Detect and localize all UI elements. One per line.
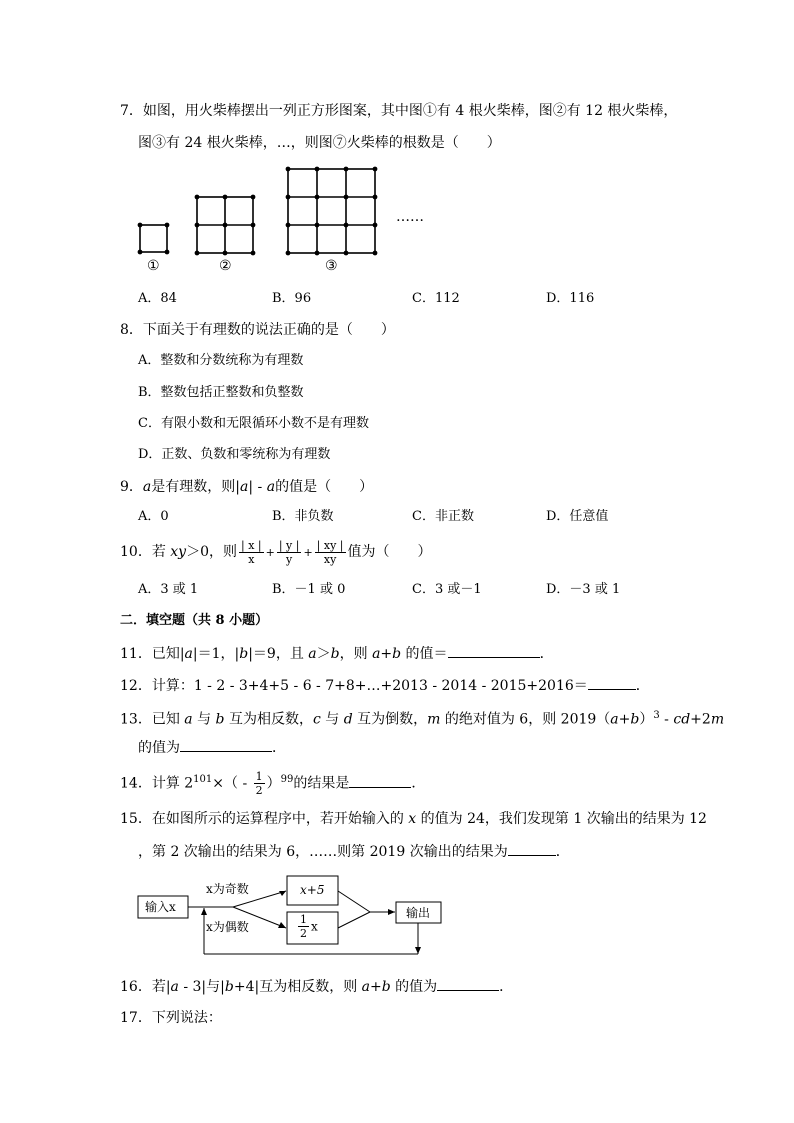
section-heading-fill-in: 二．填空题（共 8 小题） <box>120 613 269 628</box>
q13-stem-line2: 的值为 ． <box>138 737 286 758</box>
q12-answer-blank <box>588 675 636 690</box>
flow-even-label: x为偶数 <box>206 920 249 934</box>
q10-option-c: C．3 或－1 <box>412 582 482 597</box>
q8-option-d: D．正数、负数和零统称为有理数 <box>138 447 331 462</box>
q7-stem-line1: 7．如图，用火柴棒摆出一列正方形图案，其中图①有 4 根火柴棒，图②有 12 根火柴棒， <box>120 103 678 119</box>
fraction-x: $\frac{| x |}{x}$ <box>241 538 262 566</box>
q7-stem-line2: 图③有 24 根火柴棒，…，则图⑦火柴棒的根数是（ ） <box>138 135 501 151</box>
fraction-xy: $\frac{| xy |}{xy}$ <box>316 538 344 566</box>
q9-option-a: A．0 <box>138 509 169 524</box>
q10-stem: 10．若 xy＞0，则 $\frac{| x |}{x}$ + $\frac{| y |}{y}$ + $\frac{| xy |}{xy}$ 值为（ ） <box>120 538 432 566</box>
q13-answer-blank <box>180 737 272 752</box>
flow-odd-expression: x+5 <box>300 883 325 897</box>
q11-answer-blank <box>448 643 540 658</box>
q8-stem: 8．下面关于有理数的说法正确的是（ ） <box>120 322 395 338</box>
q7-option-c: C．112 <box>412 291 460 306</box>
q13-stem-line1: 13．已知 a 与 b 互为相反数，c 与 d 互为倒数，m 的绝对值为 6，则 $2019(a+b)^3 - cd+2m$ <box>120 710 725 728</box>
matchstick-figure <box>0 0 794 300</box>
q9-stem: 9．a是有理数，则|a| - a的值是（ ） <box>120 479 374 495</box>
q15-answer-blank <box>508 841 556 856</box>
flow-output-label: 输出 <box>406 906 431 920</box>
q10-option-b: B．－1 或 0 <box>272 582 346 597</box>
q8-option-a: A．整数和分数统称为有理数 <box>138 353 304 368</box>
q15-stem-line2: ，第 2 次输出的结果为 6，……则第 2019 次输出的结果为 ． <box>138 841 570 862</box>
figure-label-3: ③ <box>325 258 338 274</box>
flow-odd-label: x为奇数 <box>206 882 249 896</box>
q11-stem: 11．已知|a|＝1，|b|＝9，且 a＞b，则 a+b 的值＝ ． <box>120 643 554 664</box>
q7-option-a: A．84 <box>138 291 177 306</box>
q7-option-d: D．116 <box>546 291 595 306</box>
figure-label-1: ① <box>147 258 160 274</box>
flow-input-label: 输入x <box>145 900 176 914</box>
q9-option-d: D．任意值 <box>546 509 609 524</box>
q10-option-d: D．－3 或 1 <box>546 582 621 597</box>
q14-stem: 14．计算 $2^{101}\times$（ - $\frac{1}{2}$ ）$^{99}$的结果是 ． <box>120 770 426 798</box>
q8-option-c: C．有限小数和无限循环小数不是有理数 <box>138 416 369 431</box>
fraction-one-half: $\frac{1}{2}$ <box>255 770 263 798</box>
q17-stem: 17．下列说法： <box>120 1010 222 1026</box>
q9-option-b: B．非负数 <box>272 509 334 524</box>
q9-option-c: C．非正数 <box>412 509 474 524</box>
q15-stem-line1: 15．在如图所示的运算程序中，若开始输入的 x 的值为 24，我们发现第 1 次输出的结果为 12 <box>120 811 707 827</box>
q8-option-b: B．整数包括正整数和负整数 <box>138 385 304 400</box>
figure-label-2: ② <box>219 258 232 274</box>
q10-option-a: A．3 或 1 <box>138 582 199 597</box>
q16-stem: 16．若|a - 3|与|b+4|互为相反数，则 a+b 的值为 ． <box>120 976 513 997</box>
figure-ellipsis: …… <box>396 209 424 225</box>
flow-even-expression: $\frac{1}{2}$ x <box>300 913 318 940</box>
q12-stem: 12．计算：1 - 2 - 3+4+5 - 6 - 7+8+…+2013 - 2014 - 2015+2016＝ ． <box>120 675 650 696</box>
q7-option-b: B．96 <box>272 291 312 306</box>
q16-answer-blank <box>437 976 499 991</box>
fraction-y: $\frac{| y |}{y}$ <box>278 538 300 566</box>
q14-answer-blank <box>349 773 411 788</box>
